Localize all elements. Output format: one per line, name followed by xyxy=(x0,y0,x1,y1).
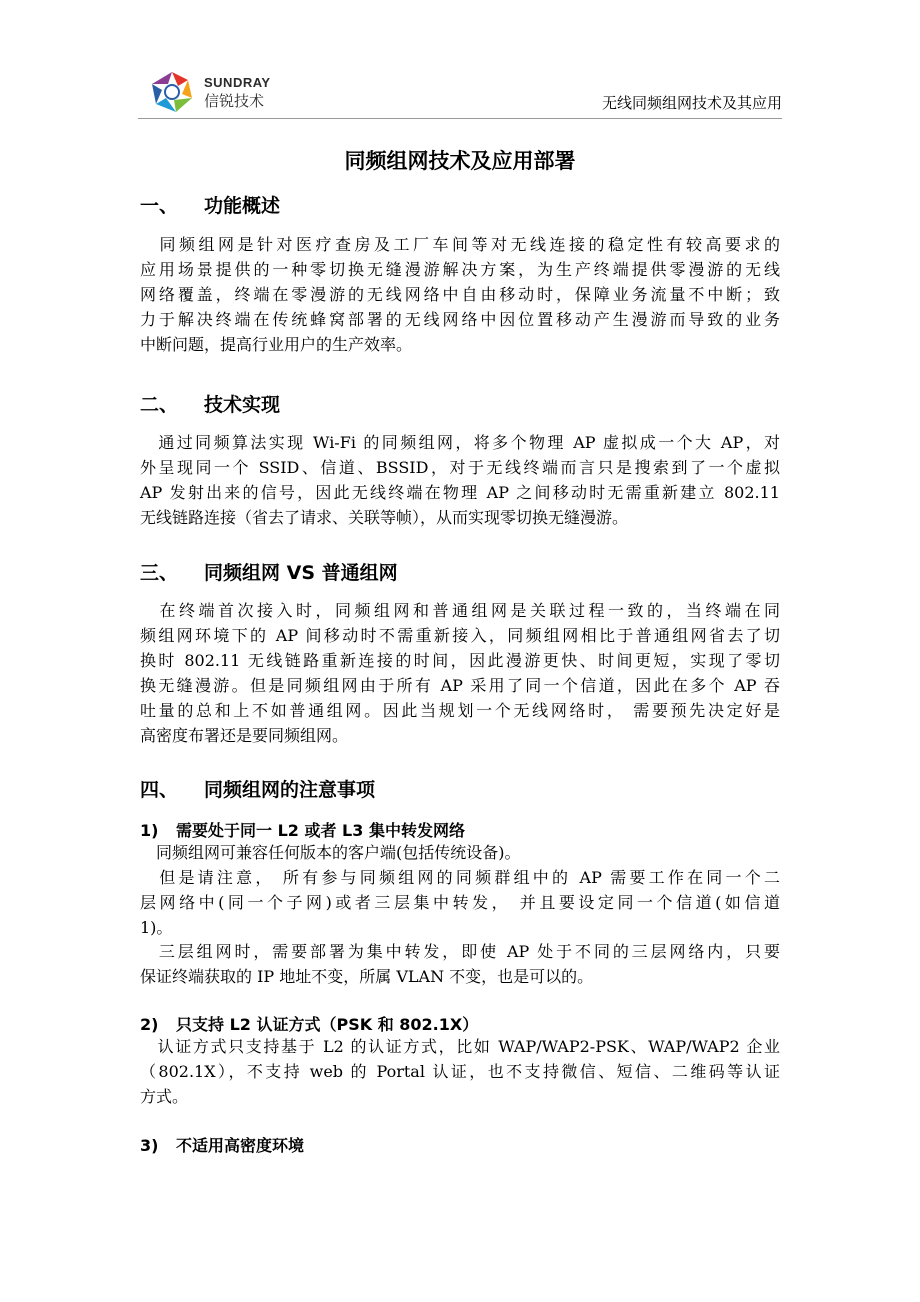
subsection-heading xyxy=(140,818,465,841)
sundray-logo-icon xyxy=(148,68,196,116)
section-heading xyxy=(140,390,280,417)
text-line: 保证终端获取的 IP 地址不变，所属 VLAN 不变，也是可以的。 xyxy=(140,967,594,986)
subsection-title: 需要处于同一 L2 或者 L3 集中转发网络 xyxy=(176,821,465,840)
logo-text-en: SUNDRAY xyxy=(204,75,271,90)
paragraph xyxy=(140,598,780,748)
paragraph xyxy=(140,840,780,865)
logo-text-cn: 信锐技术 xyxy=(204,92,265,110)
text-line: 频组网环境下的 AP 间移动时不需重新接入，同频组网相比于普通组网省去了切 xyxy=(140,626,780,645)
section-heading xyxy=(140,191,280,218)
text-line: AP 发射出来的信号，因此无线终端在物理 AP 之间移动时无需重新建立 802.11 xyxy=(140,483,780,502)
text-line: 无线链路连接（省去了请求、关联等帧），从而实现零切换无缝漫游。 xyxy=(140,508,629,527)
section-number: 三、 xyxy=(140,562,179,584)
paragraph xyxy=(140,1034,780,1109)
company-logo xyxy=(148,68,288,118)
subsection-number: 2) xyxy=(140,1015,159,1034)
paragraph xyxy=(140,939,780,989)
text-line: 同频组网可兼容任何版本的客户端(包括传统设备)。 xyxy=(140,843,521,862)
text-line: 三层组网时，需要部署为集中转发，即使 AP 处于不同的三层网络内，只要 xyxy=(140,942,780,961)
text-line: 换无缝漫游。但是同频组网由于所有 AP 采用了同一个信道，因此在多个 AP 吞 xyxy=(140,676,780,695)
text-line: 外呈现同一个 SSID、信道、BSSID，对于无线终端而言只是搜索到了一个虚拟 xyxy=(140,458,780,477)
section-number: 一、 xyxy=(140,195,179,217)
text-line: 层网络中(同一个子网)或者三层集中转发， 并且要设定同一个信道(如信道 xyxy=(140,893,780,912)
subsection-title: 不适用高密度环境 xyxy=(176,1136,305,1155)
section-number: 四、 xyxy=(140,779,179,801)
document-title: 同频组网技术及应用部署 xyxy=(344,149,576,173)
subsection-number: 3) xyxy=(140,1136,159,1155)
running-header: 无线同频组网技术及其应用 xyxy=(601,94,782,112)
subsection-heading xyxy=(140,1012,478,1035)
paragraph xyxy=(140,430,780,530)
paragraph xyxy=(140,232,780,357)
text-line: （802.1X），不支持 web 的 Portal 认证，也不支持微信、短信、二维码等认证 xyxy=(140,1062,780,1081)
text-line: 网络覆盖，终端在零漫游的无线网络中自由移动时，保障业务流量不中断；致 xyxy=(140,285,780,304)
text-line: 1)。 xyxy=(140,918,173,937)
subsection-number: 1) xyxy=(140,821,159,840)
subsection-title: 只支持 L2 认证方式（PSK 和 802.1X） xyxy=(176,1015,479,1034)
text-line: 在终端首次接入时，同频组网和普通组网是关联过程一致的，当终端在同 xyxy=(140,601,780,620)
section-heading xyxy=(140,775,375,802)
text-line: 吐量的总和上不如普通组网。因此当规划一个无线网络时， 需要预先决定好是 xyxy=(140,701,780,720)
paragraph xyxy=(140,865,780,940)
section-title: 功能概述 xyxy=(204,195,281,217)
text-line: 力于解决终端在传统蜂窝部署的无线网络中因位置移动产生漫游而导致的业务 xyxy=(140,310,780,329)
section-heading xyxy=(140,558,398,585)
section-title: 同频组网的注意事项 xyxy=(204,779,376,801)
subsection-heading xyxy=(140,1133,304,1156)
text-line: 通过同频算法实现 Wi-Fi 的同频组网，将多个物理 AP 虚拟成一个大 AP，对 xyxy=(140,433,780,452)
text-line: 同频组网是针对医疗查房及工厂车间等对无线连接的稳定性有较高要求的 xyxy=(140,235,780,254)
text-line: 换时 802.11 无线链路重新连接的时间，因此漫游更快、时间更短，实现了零切 xyxy=(140,651,780,670)
text-line: 应用场景提供的一种零切换无缝漫游解决方案，为生产终端提供零漫游的无线 xyxy=(140,260,780,279)
text-line: 中断问题，提高行业用户的生产效率。 xyxy=(140,335,413,354)
header-divider xyxy=(138,118,782,119)
text-line: 但是请注意， 所有参与同频组网的同频群组中的 AP 需要工作在同一个二 xyxy=(140,868,780,887)
text-line: 认证方式只支持基于 L2 的认证方式，比如 WAP/WAP2-PSK、WAP/WAP2 企业 xyxy=(140,1037,780,1056)
section-title: 技术实现 xyxy=(204,394,281,416)
text-line: 高密度布署还是要同频组网。 xyxy=(140,726,349,745)
section-title: 同频组网 VS 普通组网 xyxy=(204,562,398,584)
section-number: 二、 xyxy=(140,394,179,416)
text-line: 方式。 xyxy=(140,1087,189,1106)
